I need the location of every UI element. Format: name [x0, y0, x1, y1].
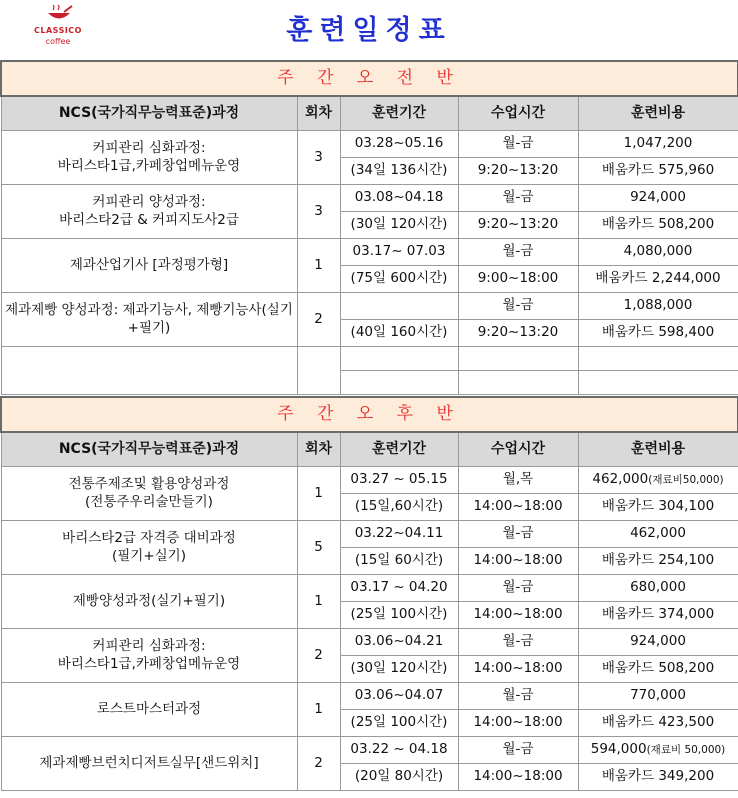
- course-card-cost: 배움카드 508,200: [578, 655, 738, 682]
- col-header-time: 수업시간: [458, 96, 578, 130]
- course-hours: 9:00~18:00: [458, 265, 578, 292]
- course-name: 제과제빵 양성과정: 제과기능사, 제빵기능사(실기+필기): [1, 292, 297, 346]
- course-name: 커피관리 심화과정: 바리스타1급,카페창업메뉴운영: [1, 130, 297, 184]
- course-cost: 924,000: [578, 184, 738, 211]
- col-header-cost: 훈련비용: [578, 96, 738, 130]
- empty-cell: [578, 370, 738, 394]
- course-days: 월-금: [458, 184, 578, 211]
- col-header-course: NCS(국가직무능력표준)과정: [1, 432, 297, 466]
- course-session: 1: [297, 466, 340, 520]
- course-days: 월-금: [458, 574, 578, 601]
- course-session: 5: [297, 520, 340, 574]
- empty-cell: [1, 346, 297, 394]
- empty-cell: [458, 370, 578, 394]
- course-duration: (25일 100시간): [340, 709, 458, 736]
- course-card-cost: 배움카드 423,500: [578, 709, 738, 736]
- course-duration: (75일 600시간): [340, 265, 458, 292]
- course-name: 커피관리 심화과정: 바리스타1급,카페창업메뉴운영: [1, 628, 297, 682]
- course-duration: (15일,60시간): [340, 493, 458, 520]
- course-period: 03.28~05.16: [340, 130, 458, 157]
- course-session: 3: [297, 130, 340, 184]
- course-session: 3: [297, 184, 340, 238]
- page-title: 훈련일정표: [286, 15, 452, 46]
- table-row: [1, 520, 738, 547]
- empty-cell: [458, 346, 578, 370]
- col-header-period: 훈련기간: [340, 96, 458, 130]
- course-duration: (30일 120시간): [340, 655, 458, 682]
- course-hours: 14:00~18:00: [458, 655, 578, 682]
- table-row: [1, 292, 738, 319]
- empty-cell: [340, 370, 458, 394]
- course-name: 제빵양성과정(실기+필기): [1, 574, 297, 628]
- course-days: 월,목: [458, 466, 578, 493]
- course-cost: 680,000: [578, 574, 738, 601]
- course-hours: 9:20~13:20: [458, 319, 578, 346]
- table-row: [1, 184, 738, 211]
- course-days: 월-금: [458, 238, 578, 265]
- course-hours: 14:00~18:00: [458, 493, 578, 520]
- course-card-cost: 배움카드 374,000: [578, 601, 738, 628]
- course-days: 월-금: [458, 520, 578, 547]
- course-duration: (25일 100시간): [340, 601, 458, 628]
- table-row: [1, 238, 738, 265]
- course-session: 1: [297, 238, 340, 292]
- course-period: 03.06~04.21: [340, 628, 458, 655]
- course-hours: 14:00~18:00: [458, 709, 578, 736]
- table-row: [1, 466, 738, 493]
- course-name: 로스트마스터과정: [1, 682, 297, 736]
- course-cost: [578, 466, 738, 493]
- afternoon-section-title: 주 간 오 후 반: [1, 397, 738, 432]
- material-fee-note: (재료비50,000): [648, 474, 724, 487]
- course-days: 월-금: [458, 292, 578, 319]
- empty-cell: [578, 346, 738, 370]
- material-fee-note: (재료비 50,000): [646, 744, 726, 757]
- course-cost: 1,088,000: [578, 292, 738, 319]
- logo-brand-text: CLASSICO: [34, 26, 82, 35]
- empty-row: [1, 346, 738, 370]
- course-session: 1: [297, 682, 340, 736]
- page-header: [0, 0, 738, 60]
- course-card-cost: 배움카드 304,100: [578, 493, 738, 520]
- course-session: 2: [297, 292, 340, 346]
- course-cost-value: 462,000: [592, 471, 649, 488]
- table-row: [1, 574, 738, 601]
- course-hours: 14:00~18:00: [458, 601, 578, 628]
- col-header-session: 회차: [297, 432, 340, 466]
- course-name: 바리스타2급 자격증 대비과정 (필기+실기): [1, 520, 297, 574]
- table-row: [1, 736, 738, 763]
- course-hours: 14:00~18:00: [458, 547, 578, 574]
- course-card-cost: 배움카드 349,200: [578, 763, 738, 790]
- course-days: 월-금: [458, 682, 578, 709]
- course-cost: 4,080,000: [578, 238, 738, 265]
- course-hours: 14:00~18:00: [458, 763, 578, 790]
- morning-section-title: 주 간 오 전 반: [1, 61, 738, 96]
- course-duration: (34일 136시간): [340, 157, 458, 184]
- afternoon-schedule-table: [0, 396, 738, 791]
- course-period: 03.27 ~ 05.15: [340, 466, 458, 493]
- course-session: 2: [297, 736, 340, 790]
- col-header-session: 회차: [297, 96, 340, 130]
- course-days: 월-금: [458, 130, 578, 157]
- col-header-course: NCS(국가직무능력표준)과정: [1, 96, 297, 130]
- logo-sub-text: coffee: [45, 37, 71, 46]
- course-duration: (15일 60시간): [340, 547, 458, 574]
- col-header-time: 수업시간: [458, 432, 578, 466]
- course-session: 2: [297, 628, 340, 682]
- course-card-cost: 배움카드 575,960: [578, 157, 738, 184]
- course-name: 제과제빵브런치디저트실무[샌드위치]: [1, 736, 297, 790]
- course-name: 제과산업기사 [과정평가형]: [1, 238, 297, 292]
- course-period: 03.22 ~ 04.18: [340, 736, 458, 763]
- table-row: [1, 130, 738, 157]
- course-card-cost: 배움카드 598,400: [578, 319, 738, 346]
- course-days: 월-금: [458, 628, 578, 655]
- col-header-period: 훈련기간: [340, 432, 458, 466]
- course-session: 1: [297, 574, 340, 628]
- course-period: [340, 292, 458, 319]
- course-cost: 462,000: [578, 520, 738, 547]
- table-row: [1, 628, 738, 655]
- course-cost-value: 594,000: [590, 741, 647, 758]
- course-days: 월-금: [458, 736, 578, 763]
- course-name: 커피관리 양성과정: 바리스타2급 & 커피지도사2급: [1, 184, 297, 238]
- course-hours: 9:20~13:20: [458, 157, 578, 184]
- empty-cell: [297, 346, 340, 394]
- course-duration: (40일 160시간): [340, 319, 458, 346]
- course-hours: 9:20~13:20: [458, 211, 578, 238]
- course-duration: (30일 120시간): [340, 211, 458, 238]
- course-cost: 770,000: [578, 682, 738, 709]
- course-period: 03.06~04.07: [340, 682, 458, 709]
- course-period: 03.08~04.18: [340, 184, 458, 211]
- course-cost: [578, 736, 738, 763]
- table-row: [1, 682, 738, 709]
- course-card-cost: 배움카드 254,100: [578, 547, 738, 574]
- course-period: 03.17 ~ 04.20: [340, 574, 458, 601]
- course-period: 03.17~ 07.03: [340, 238, 458, 265]
- course-name: 전통주제조및 활용양성과정 (전통주우리술만들기): [1, 466, 297, 520]
- empty-cell: [340, 346, 458, 370]
- course-card-cost: 배움카드 508,200: [578, 211, 738, 238]
- course-cost: 924,000: [578, 628, 738, 655]
- course-duration: (20일 80시간): [340, 763, 458, 790]
- course-period: 03.22~04.11: [340, 520, 458, 547]
- morning-schedule-table: [0, 60, 738, 395]
- course-card-cost: 배움카드 2,244,000: [578, 265, 738, 292]
- course-cost: 1,047,200: [578, 130, 738, 157]
- col-header-cost: 훈련비용: [578, 432, 738, 466]
